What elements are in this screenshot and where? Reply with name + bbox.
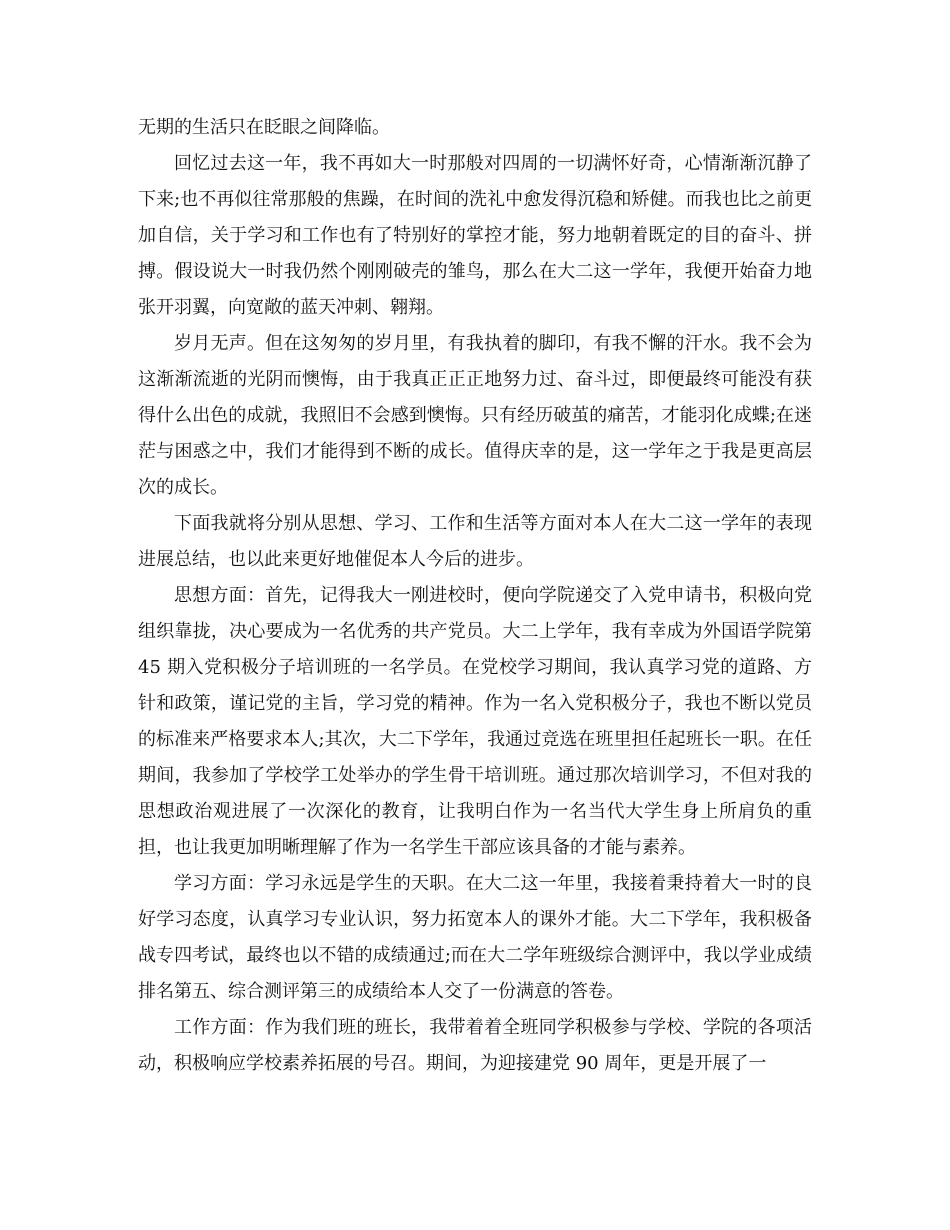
paragraph-5: 思想方面：首先，记得我大一刚进校时，便向学院递交了入党申请书，积极向党组织靠拢，决心要成为一名优秀的共产党员。大二上学年，我有幸成为外国语学院第 45 期入党积极分子培训班的一名学员。在党校学习期间，我认真学习党的道路、方针和政策，谨记党的主旨，学习党的精神。作为一名入党积极分子，我也不断以党员的标准来严格要求本人;其次，大二下学年，我通过竞选在班里担任起班长一职。在任期间，我参加了学校学工处举办的学生骨干培训班。通过那次培训学习，不但对我的思想政治观进展了一次深化的教育，让我明白作为一名当代大学生身上所肩负的重担，也让我更加明晰理解了作为一名学生干部应该具备的才能与素养。 xyxy=(138,585,812,858)
paragraph-3: 岁月无声。但在这匆匆的岁月里，有我执着的脚印，有我不懈的汗水。我不会为这渐渐流逝的光阴而懊悔，由于我真正正正地努力过、奋斗过，即便最终可能没有获得什么出色的成就，我照旧不会感到懊悔。只有经历破茧的痛苦，才能羽化成蝶;在迷茫与困惑之中，我们才能得到不断的成长。值得庆幸的是，这一学年之于我是更高层次的成长。 xyxy=(138,333,812,498)
paragraph-6: 学习方面：学习永远是学生的天职。在大二这一年里，我接着秉持着大一时的良好学习态度，认真学习专业认识，努力拓宽本人的课外才能。大二下学年，我积极备战专四考试，最终也以不错的成绩通过;而在大二学年班级综合测评中，我以学业成绩排名第五、综合测评第三的成绩给本人交了一份满意的答卷。 xyxy=(138,873,812,1002)
paragraph-2: 回忆过去这一年，我不再如大一时那般对四周的一切满怀好奇，心情渐渐沉静了下来;也不再似往常那般的焦躁，在时间的洗礼中愈发得沉稳和矫健。而我也比之前更加自信，关于学习和工作也有了特别好的掌控才能，努力地朝着既定的目的奋斗、拼搏。假设说大一时我仍然个刚刚破壳的雏鸟，那么在大二这一学年，我便开始奋力地张开羽翼，向宽敞的蓝天冲刺、翱翔。 xyxy=(138,153,812,318)
paragraph-1: 无期的生活只在眨眼之间降临。 xyxy=(138,117,390,138)
paragraph-7: 工作方面：作为我们班的班长，我带着着全班同学积极参与学校、学院的各项活动，积极响应学校素养拓展的号召。期间，为迎接建党 90 周年，更是开展了一 xyxy=(138,1017,812,1074)
paragraph-4: 下面我就将分别从思想、学习、工作和生活等方面对本人在大二这一学年的表现进展总结，也以此来更好地催促本人今后的进步。 xyxy=(138,513,812,570)
